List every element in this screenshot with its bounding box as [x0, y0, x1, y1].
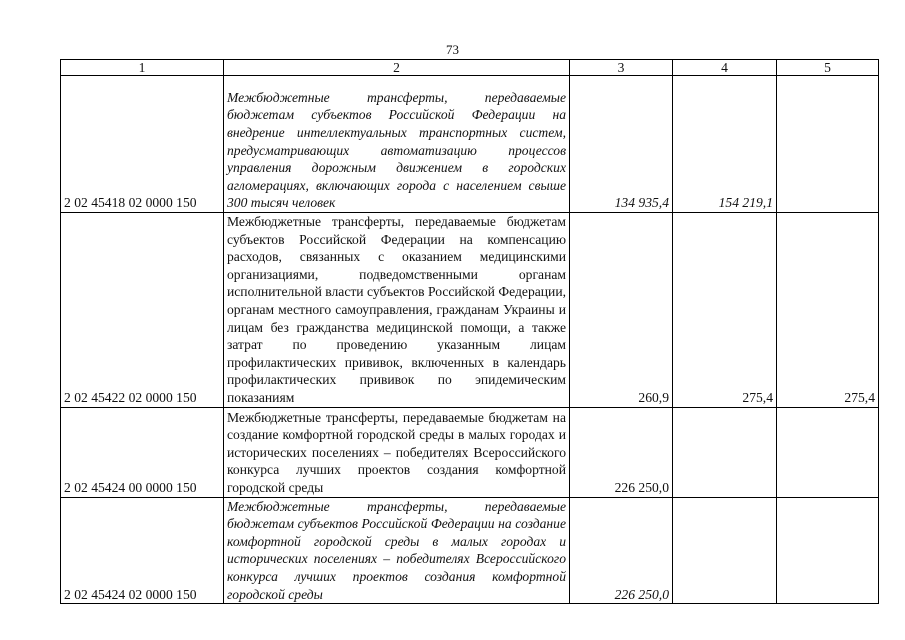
table-row: [61, 497, 879, 604]
row-value-col5: [777, 497, 879, 604]
row-value-col4: 154 219,1: [673, 76, 777, 213]
column-header-1: 1: [61, 60, 224, 76]
column-header-5: 5: [777, 60, 879, 76]
row-description: Межбюджетные трансферты, передаваемые бюджетам субъектов Российской Федерации на внедрение интеллектуальных транспортных систем, предусматривающих автоматизацию процессов управления дорожным движением в городских агломерациях, включающих города с населением свыше 300 тысяч человек: [224, 76, 570, 213]
row-value-col4: [673, 497, 777, 604]
row-code: 2 02 45424 00 0000 150: [61, 407, 224, 497]
row-code: 2 02 45424 02 0000 150: [61, 497, 224, 604]
row-value-col3: 226 250,0: [570, 407, 673, 497]
row-value-col5: [777, 407, 879, 497]
column-header-3: 3: [570, 60, 673, 76]
table-row: [61, 213, 879, 408]
row-description: Межбюджетные трансферты, передаваемые бюджетам субъектов Российской Федерации на создание комфортной городской среды в малых городах и исторических поселениях – победителях Всероссийского конкурса лучших проектов создания комфортной городской среды: [224, 497, 570, 604]
page-number: 73: [446, 42, 459, 57]
table-row: [61, 407, 879, 497]
row-code: 2 02 45418 02 0000 150: [61, 76, 224, 213]
row-value-col4: 275,4: [673, 213, 777, 408]
table-row: [61, 76, 879, 213]
row-description: Межбюджетные трансферты, передаваемые бюджетам на создание комфортной городской среды в малых городах и исторических поселениях – победителях Всероссийского конкурса лучших проектов создания комфортной городской среды: [224, 407, 570, 497]
row-value-col4: [673, 407, 777, 497]
row-code: 2 02 45422 02 0000 150: [61, 213, 224, 408]
row-value-col3: 134 935,4: [570, 76, 673, 213]
header-row: [61, 60, 879, 76]
column-header-2: 2: [224, 60, 570, 76]
row-value-col3: 260,9: [570, 213, 673, 408]
row-value-col5: 275,4: [777, 213, 879, 408]
row-description: Межбюджетные трансферты, передаваемые бюджетам субъектов Российской Федерации на компенсацию расходов, связанных с оказанием медицинскими организациями, подведомственными органам исполнительной власти субъектов Российской Федерации, органам местного самоуправления, гражданам Украины и лицам без гражданства медицинской помощи, а также затрат по проведению указанным лицам профилактических прививок, включенных в календарь профилактических прививок по эпидемическим показаниям: [224, 213, 570, 408]
row-value-col3: 226 250,0: [570, 497, 673, 604]
budget-table: [60, 59, 879, 604]
column-header-4: 4: [673, 60, 777, 76]
row-value-col5: [777, 76, 879, 213]
